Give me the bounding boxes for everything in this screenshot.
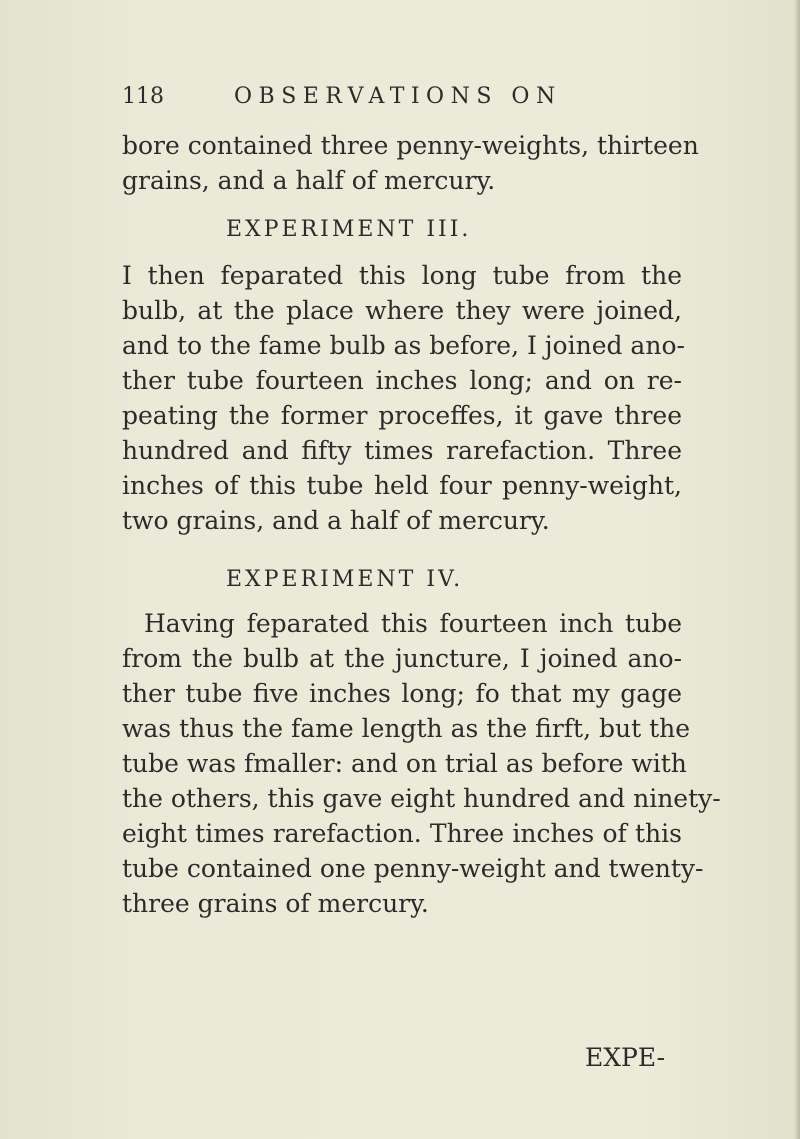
text-line: was thus the fame length as the firft, but the (122, 714, 691, 743)
text-line: peating the former proceffes, it gave three (122, 401, 682, 430)
text-line: tube was fmaller: and on trial as before with (122, 749, 687, 778)
text-line: grains, and a half of mercury. (122, 166, 496, 195)
paragraph-experiment-iv (122, 606, 721, 921)
text-line: bore contained three penny-weights, thirteen (122, 131, 699, 160)
text-line: tube contained one penny-weight and twenty- (122, 854, 704, 883)
text-line: ther tube five inches long; fo that my gage (122, 679, 682, 708)
paragraph-intro (122, 128, 699, 198)
text-line: Having feparated this fourteen inch tube (144, 609, 682, 638)
paragraph-experiment-iii (122, 258, 685, 538)
running-head (122, 80, 602, 114)
running-title: OBSERVATIONS ON (234, 84, 562, 109)
experiment-iii-heading: EXPERIMENT III. (226, 217, 472, 242)
text-line: inches of this tube held four penny-weight, (122, 471, 682, 500)
text-line: ther tube fourteen inches long; and on re- (122, 366, 682, 395)
text-line: from the bulb at the juncture, I joined ano- (122, 644, 682, 673)
text-line: eight times rarefaction. Three inches of this (122, 819, 682, 848)
text-line: hundred and fifty times rarefaction. Three (122, 436, 682, 465)
text-line: bulb, at the place where they were joined, (122, 296, 682, 325)
text-line: I then feparated this long tube from the (122, 261, 682, 290)
page-number: 118 (122, 84, 164, 109)
catchword: EXPE- (585, 1043, 666, 1072)
page-edge-shadow (794, 0, 800, 1139)
text-line: three grains of mercury. (122, 889, 429, 918)
text-line: the others, this gave eight hundred and ninety- (122, 784, 721, 813)
experiment-iv-heading: EXPERIMENT IV. (226, 567, 464, 592)
text-line: and to the fame bulb as before, I joined ano- (122, 331, 685, 360)
text-line: two grains, and a half of mercury. (122, 506, 550, 535)
